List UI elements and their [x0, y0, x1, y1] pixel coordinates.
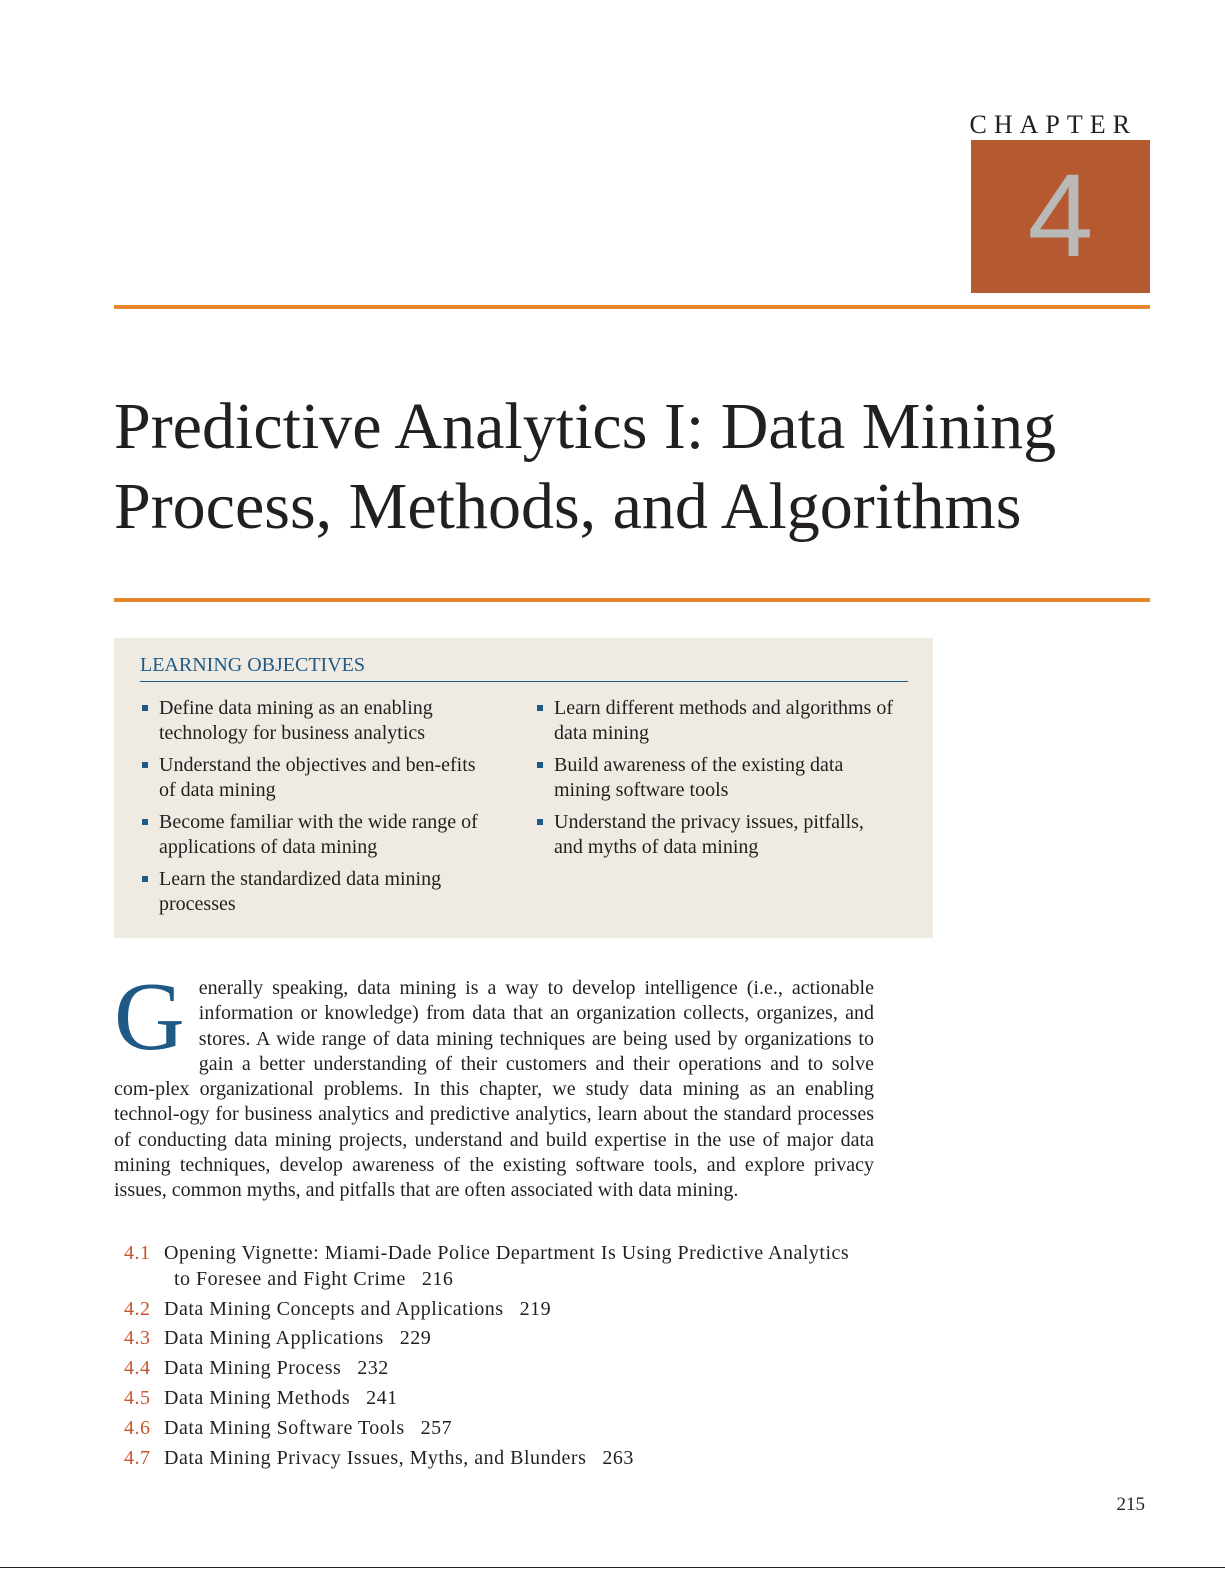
page-bottom-rule [0, 1567, 1225, 1568]
toc-number: 4.4 [124, 1357, 151, 1380]
toc-entry-4-5[interactable] [124, 1384, 924, 1414]
toc-entry-4-2[interactable] [124, 1295, 924, 1325]
learning-objectives-box [114, 638, 933, 938]
bullet-icon [142, 762, 148, 768]
chapter-number-box [971, 140, 1150, 293]
toc-page: 229 [399, 1327, 432, 1350]
objectives-left-column [142, 696, 482, 924]
chapter-label: CHAPTER [969, 110, 1137, 139]
toc-page: 219 [519, 1297, 552, 1320]
toc-title: Opening Vignette: Miami-Dade Police Department Is Using Predictive Analytics [164, 1242, 850, 1264]
objectives-right-column [537, 696, 897, 867]
toc-number: 4.3 [124, 1327, 151, 1350]
bottom-divider [114, 598, 1150, 602]
bullet-icon [537, 819, 543, 825]
toc-number: 4.7 [124, 1446, 151, 1469]
toc-entry-4-1[interactable] [124, 1239, 924, 1295]
toc-title: Data Mining Process [164, 1357, 342, 1380]
toc-page: 216 [421, 1267, 454, 1290]
toc-page: 241 [366, 1386, 398, 1409]
toc-entry-4-3[interactable] [124, 1324, 924, 1354]
bullet-icon [537, 762, 543, 768]
intro-paragraph [114, 963, 874, 1204]
bullet-icon [537, 705, 543, 711]
toc-page: 232 [357, 1357, 389, 1380]
bullet-icon [142, 876, 148, 882]
objective-item: Define data mining as an enabling technology for business analytics [142, 696, 482, 746]
chapter-title-line2: Process, Methods, and Algorithms [114, 470, 1022, 543]
toc-title: Data Mining Methods [164, 1386, 351, 1409]
objective-item: Understand the objectives and ben-efits of data mining [142, 753, 482, 803]
toc-title: Data Mining Software Tools [164, 1416, 405, 1439]
objective-item: Learn the standardized data mining processes [142, 867, 482, 917]
toc-title: Data Mining Concepts and Applications [164, 1297, 504, 1320]
bullet-icon [142, 819, 148, 825]
objectives-heading: LEARNING OBJECTIVES [140, 654, 908, 682]
chapter-number: 4 [1027, 150, 1094, 282]
toc-page: 257 [420, 1416, 453, 1439]
toc-title: Data Mining Applications [164, 1327, 384, 1350]
toc-entry-4-4[interactable] [124, 1354, 924, 1384]
toc-title: Data Mining Privacy Issues, Myths, and Blunders [164, 1446, 587, 1469]
toc-number: 4.1 [124, 1242, 151, 1264]
bullet-icon [142, 705, 148, 711]
toc-number: 4.2 [124, 1297, 151, 1320]
chapter-title-line1: Predictive Analytics I: Data Mining [114, 390, 1057, 463]
page-number: 215 [1116, 1494, 1145, 1515]
drop-cap: G [114, 963, 185, 1071]
objective-item: Learn different methods and algorithms of data mining [537, 696, 897, 746]
toc-entry-4-6[interactable] [124, 1414, 924, 1444]
chapter-title [114, 387, 1154, 547]
toc-title-continued: to Foresee and Fight Crime [174, 1267, 406, 1290]
toc-number: 4.5 [124, 1386, 151, 1409]
objective-item: Build awareness of the existing data mining software tools [537, 753, 897, 803]
toc-entry-4-7[interactable] [124, 1444, 924, 1474]
objective-item: Become familiar with the wide range of applications of data mining [142, 810, 482, 860]
toc-number: 4.6 [124, 1416, 151, 1439]
intro-text: enerally speaking, data mining is a way to develop intelligence (i.e., actionable information or knowledge) from data that an organization collects, organizes, and stores. A wide range of data mining techniques are being used by organizations to gain a better understanding of their customers and their operations and to solve com-plex organizational problems. In this chapter, we study data mining as an enabling technol-ogy for business analytics and predictive analytics, learn about the standard processes of conducting data mining projects, understand and build expertise in the use of major data mining techniques, develop awareness of the existing software tools, and explore privacy issues, common myths, and pitfalls that are often associated with data mining. [114, 977, 874, 1202]
objective-item: Understand the privacy issues, pitfalls, and myths of data mining [537, 810, 897, 860]
chapter-contents [124, 1239, 924, 1473]
top-divider [114, 305, 1150, 309]
toc-page: 263 [602, 1446, 634, 1469]
